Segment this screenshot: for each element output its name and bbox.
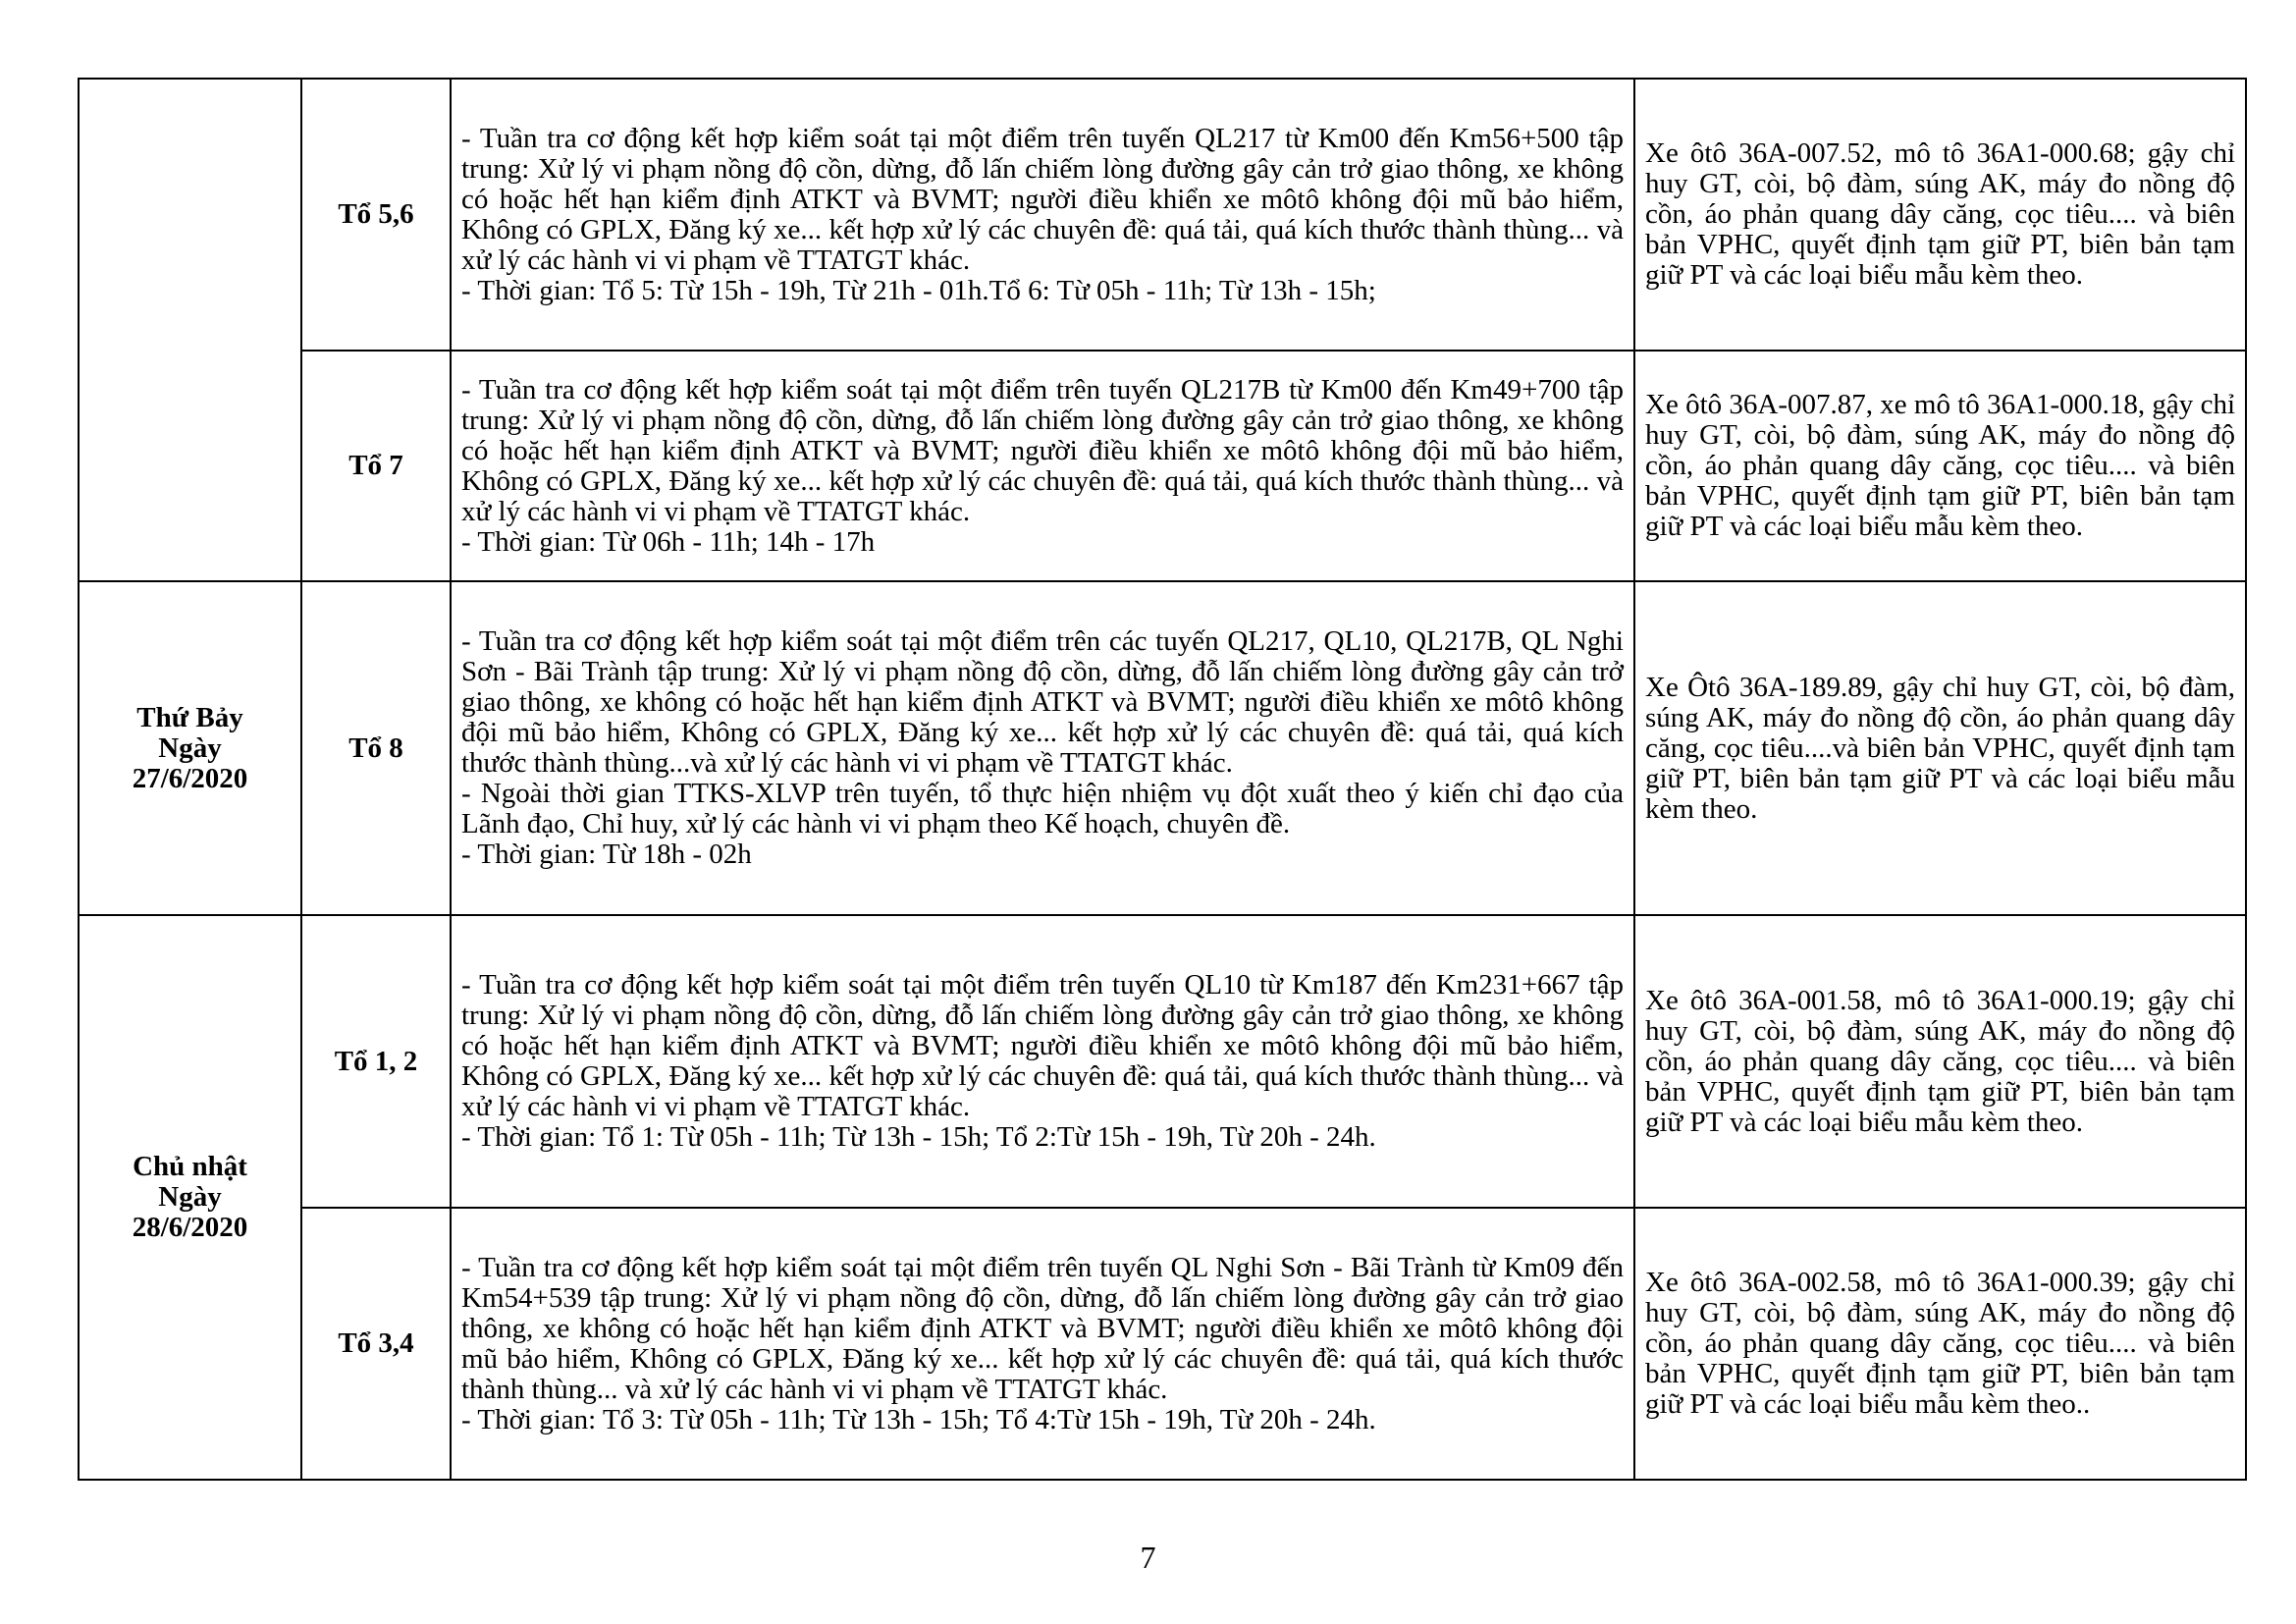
task-line: - Thời gian: Từ 18h - 02h <box>461 839 752 870</box>
table-row <box>79 1208 2246 1480</box>
task-cell <box>451 581 1634 915</box>
equipment-cell: Xe ôtô 36A-007.87, xe mô tô 36A1-000.18, gậy chỉ huy GT, còi, bộ đàm, súng AK, máy đo nồng độ cồn, áo phản quang dây căng, cọc tiêu.... và biên bản VPHC, quyết định tạm giữ PT, biên bản tạm giữ PT và các loại biểu mẫu kèm theo. <box>1634 351 2246 581</box>
table-row <box>79 581 2246 915</box>
day-label: Ngày <box>158 731 222 764</box>
task-line: - Tuần tra cơ động kết hợp kiểm soát tại một điểm trên tuyến QL Nghi Sơn - Bãi Trành từ Km09 đến Km54+539 tập trung: Xử lý vi phạm nồng độ cồn, dừng, đỗ lấn chiếm lòng đường gây cản trở giao thông, xe không có hoặc hết hạn kiểm định ATKT và BVMT; người điều khiển xe môtô không đội mũ bảo hiểm, Không có GPLX, Đăng ký xe... kết hợp xử lý các chuyên đề: quá tải, quá kích thước thành thùng... và xử lý các hành vi vi phạm về TTATGT khác. <box>461 1251 1624 1405</box>
team-cell: Tổ 8 <box>301 581 451 915</box>
day-label: Ngày <box>158 1181 222 1213</box>
equipment-cell: Xe ôtô 36A-002.58, mô tô 36A1-000.39; gậy chỉ huy GT, còi, bộ đàm, súng AK, máy đo nồng độ cồn, áo phản quang dây căng, cọc tiêu.... và biên bản VPHC, quyết định tạm giữ PT, biên bản tạm giữ PT và các loại biểu mẫu kèm theo.. <box>1634 1208 2246 1480</box>
team-cell: Tổ 5,6 <box>301 79 451 351</box>
equipment-cell: Xe ôtô 36A-001.58, mô tô 36A1-000.19; gậy chỉ huy GT, còi, bộ đàm, súng AK, máy đo nồng độ cồn, áo phản quang dây căng, cọc tiêu.... và biên bản VPHC, quyết định tạm giữ PT, biên bản tạm giữ PT và các loại biểu mẫu kèm theo. <box>1634 915 2246 1208</box>
team-cell: Tổ 1, 2 <box>301 915 451 1208</box>
team-cell: Tổ 7 <box>301 351 451 581</box>
table-row <box>79 915 2246 1208</box>
task-line: - Thời gian: Từ 06h - 11h; 14h - 17h <box>461 525 876 558</box>
table-row <box>79 79 2246 351</box>
task-line: - Thời gian: Tổ 3: Từ 05h - 11h; Từ 13h - 15h; Tổ 4:Từ 15h - 19h, Từ 20h - 24h. <box>461 1403 1376 1435</box>
equipment-cell: Xe Ôtô 36A-189.89, gậy chỉ huy GT, còi, bộ đàm, súng AK, máy đo nồng độ cồn, áo phản quang dây căng, cọc tiêu....và biên bản VPHC, quyết định tạm giữ PT, biên bản tạm giữ PT và các loại biểu mẫu kèm theo. <box>1634 581 2246 915</box>
schedule-table <box>78 78 2247 1481</box>
day-date: 28/6/2020 <box>132 1212 248 1243</box>
task-line: - Tuần tra cơ động kết hợp kiểm soát tại một điểm trên tuyến QL217B từ Km00 đến Km49+700 tập trung: Xử lý vi phạm nồng độ cồn, dừng, đỗ lấn chiếm lòng đường gây cản trở giao thông, xe không có hoặc hết hạn kiểm định ATKT và BVMT; người điều khiển xe môtô không đội mũ bảo hiểm, Không có GPLX, Đăng ký xe... kết hợp xử lý các chuyên đề: quá tải, quá kích thước thành thùng... và xử lý các hành vi vi phạm về TTATGT khác. <box>461 373 1624 527</box>
task-line: - Tuần tra cơ động kết hợp kiểm soát tại một điểm trên tuyến QL10 từ Km187 đến Km231+667 tập trung: Xử lý vi phạm nồng độ cồn, dừng, đỗ lấn chiếm lòng đường gây cản trở giao thông, xe không có hoặc hết hạn kiểm định ATKT và BVMT; người điều khiển xe môtô không đội mũ bảo hiểm, Không có GPLX, Đăng ký xe... kết hợp xử lý các chuyên đề: quá tải, quá kích thước thành thùng... và xử lý các hành vi vi phạm về TTATGT khác. <box>461 969 1624 1122</box>
page-number: 7 <box>1140 1540 1156 1575</box>
task-cell <box>451 915 1634 1208</box>
team-cell: Tổ 3,4 <box>301 1208 451 1480</box>
day-cell <box>79 915 301 1480</box>
task-line: - Thời gian: Tổ 1: Từ 05h - 11h; Từ 13h - 15h; Tổ 2:Từ 15h - 19h, Từ 20h - 24h. <box>461 1121 1376 1153</box>
task-line: - Tuần tra cơ động kết hợp kiểm soát tại một điểm trên tuyến QL217 từ Km00 đến Km56+500 tập trung: Xử lý vi phạm nồng độ cồn, dừng, đỗ lấn chiếm lòng đường gây cản trở giao thông, xe không có hoặc hết hạn kiểm định ATKT và BVMT; người điều khiển xe môtô không đội mũ bảo hiểm, Không có GPLX, Đăng ký xe... kết hợp xử lý các chuyên đề: quá tải, quá kích thước thành thùng... và xử lý các hành vi vi phạm về TTATGT khác. <box>461 122 1624 276</box>
table-row <box>79 351 2246 581</box>
day-cell <box>79 79 301 581</box>
day-date: 27/6/2020 <box>132 762 248 794</box>
task-cell <box>451 79 1634 351</box>
task-line: - Thời gian: Tổ 5: Từ 15h - 19h, Từ 21h - 01h.Tổ 6: Từ 05h - 11h; Từ 13h - 15h; <box>461 274 1376 306</box>
task-line: - Ngoài thời gian TTKS-XLVP trên tuyến, tổ thực hiện nhiệm vụ đột xuất theo ý kiến chỉ đạo của Lãnh đạo, Chỉ huy, xử lý các hành vi vi phạm theo Kế hoạch, chuyên đề. <box>461 778 1624 839</box>
day-name: Thứ Bảy <box>136 701 243 733</box>
day-name: Chủ nhật <box>133 1151 247 1182</box>
equipment-cell: Xe ôtô 36A-007.52, mô tô 36A1-000.68; gậy chỉ huy GT, còi, bộ đàm, súng AK, máy đo nồng độ cồn, áo phản quang dây căng, cọc tiêu.... và biên bản VPHC, quyết định tạm giữ PT, biên bản tạm giữ PT và các loại biểu mẫu kèm theo. <box>1634 79 2246 351</box>
task-cell <box>451 351 1634 581</box>
task-line: - Tuần tra cơ động kết hợp kiểm soát tại một điểm trên các tuyến QL217, QL10, QL217B, QL Nghi Sơn - Bãi Trành tập trung: Xử lý vi phạm nồng độ cồn, dừng, đỗ lấn chiếm lòng đường gây cản trở giao thông, xe không có hoặc hết hạn kiểm định ATKT và BVMT; người điều khiển xe môtô không đội mũ bảo hiểm, Không có GPLX, Đăng ký xe... kết hợp xử lý các chuyên đề: quá tải, quá kích thước thành thùng...và xử lý các hành vi vi phạm về TTATGT khác. <box>461 625 1624 779</box>
task-cell <box>451 1208 1634 1480</box>
day-cell <box>79 581 301 915</box>
